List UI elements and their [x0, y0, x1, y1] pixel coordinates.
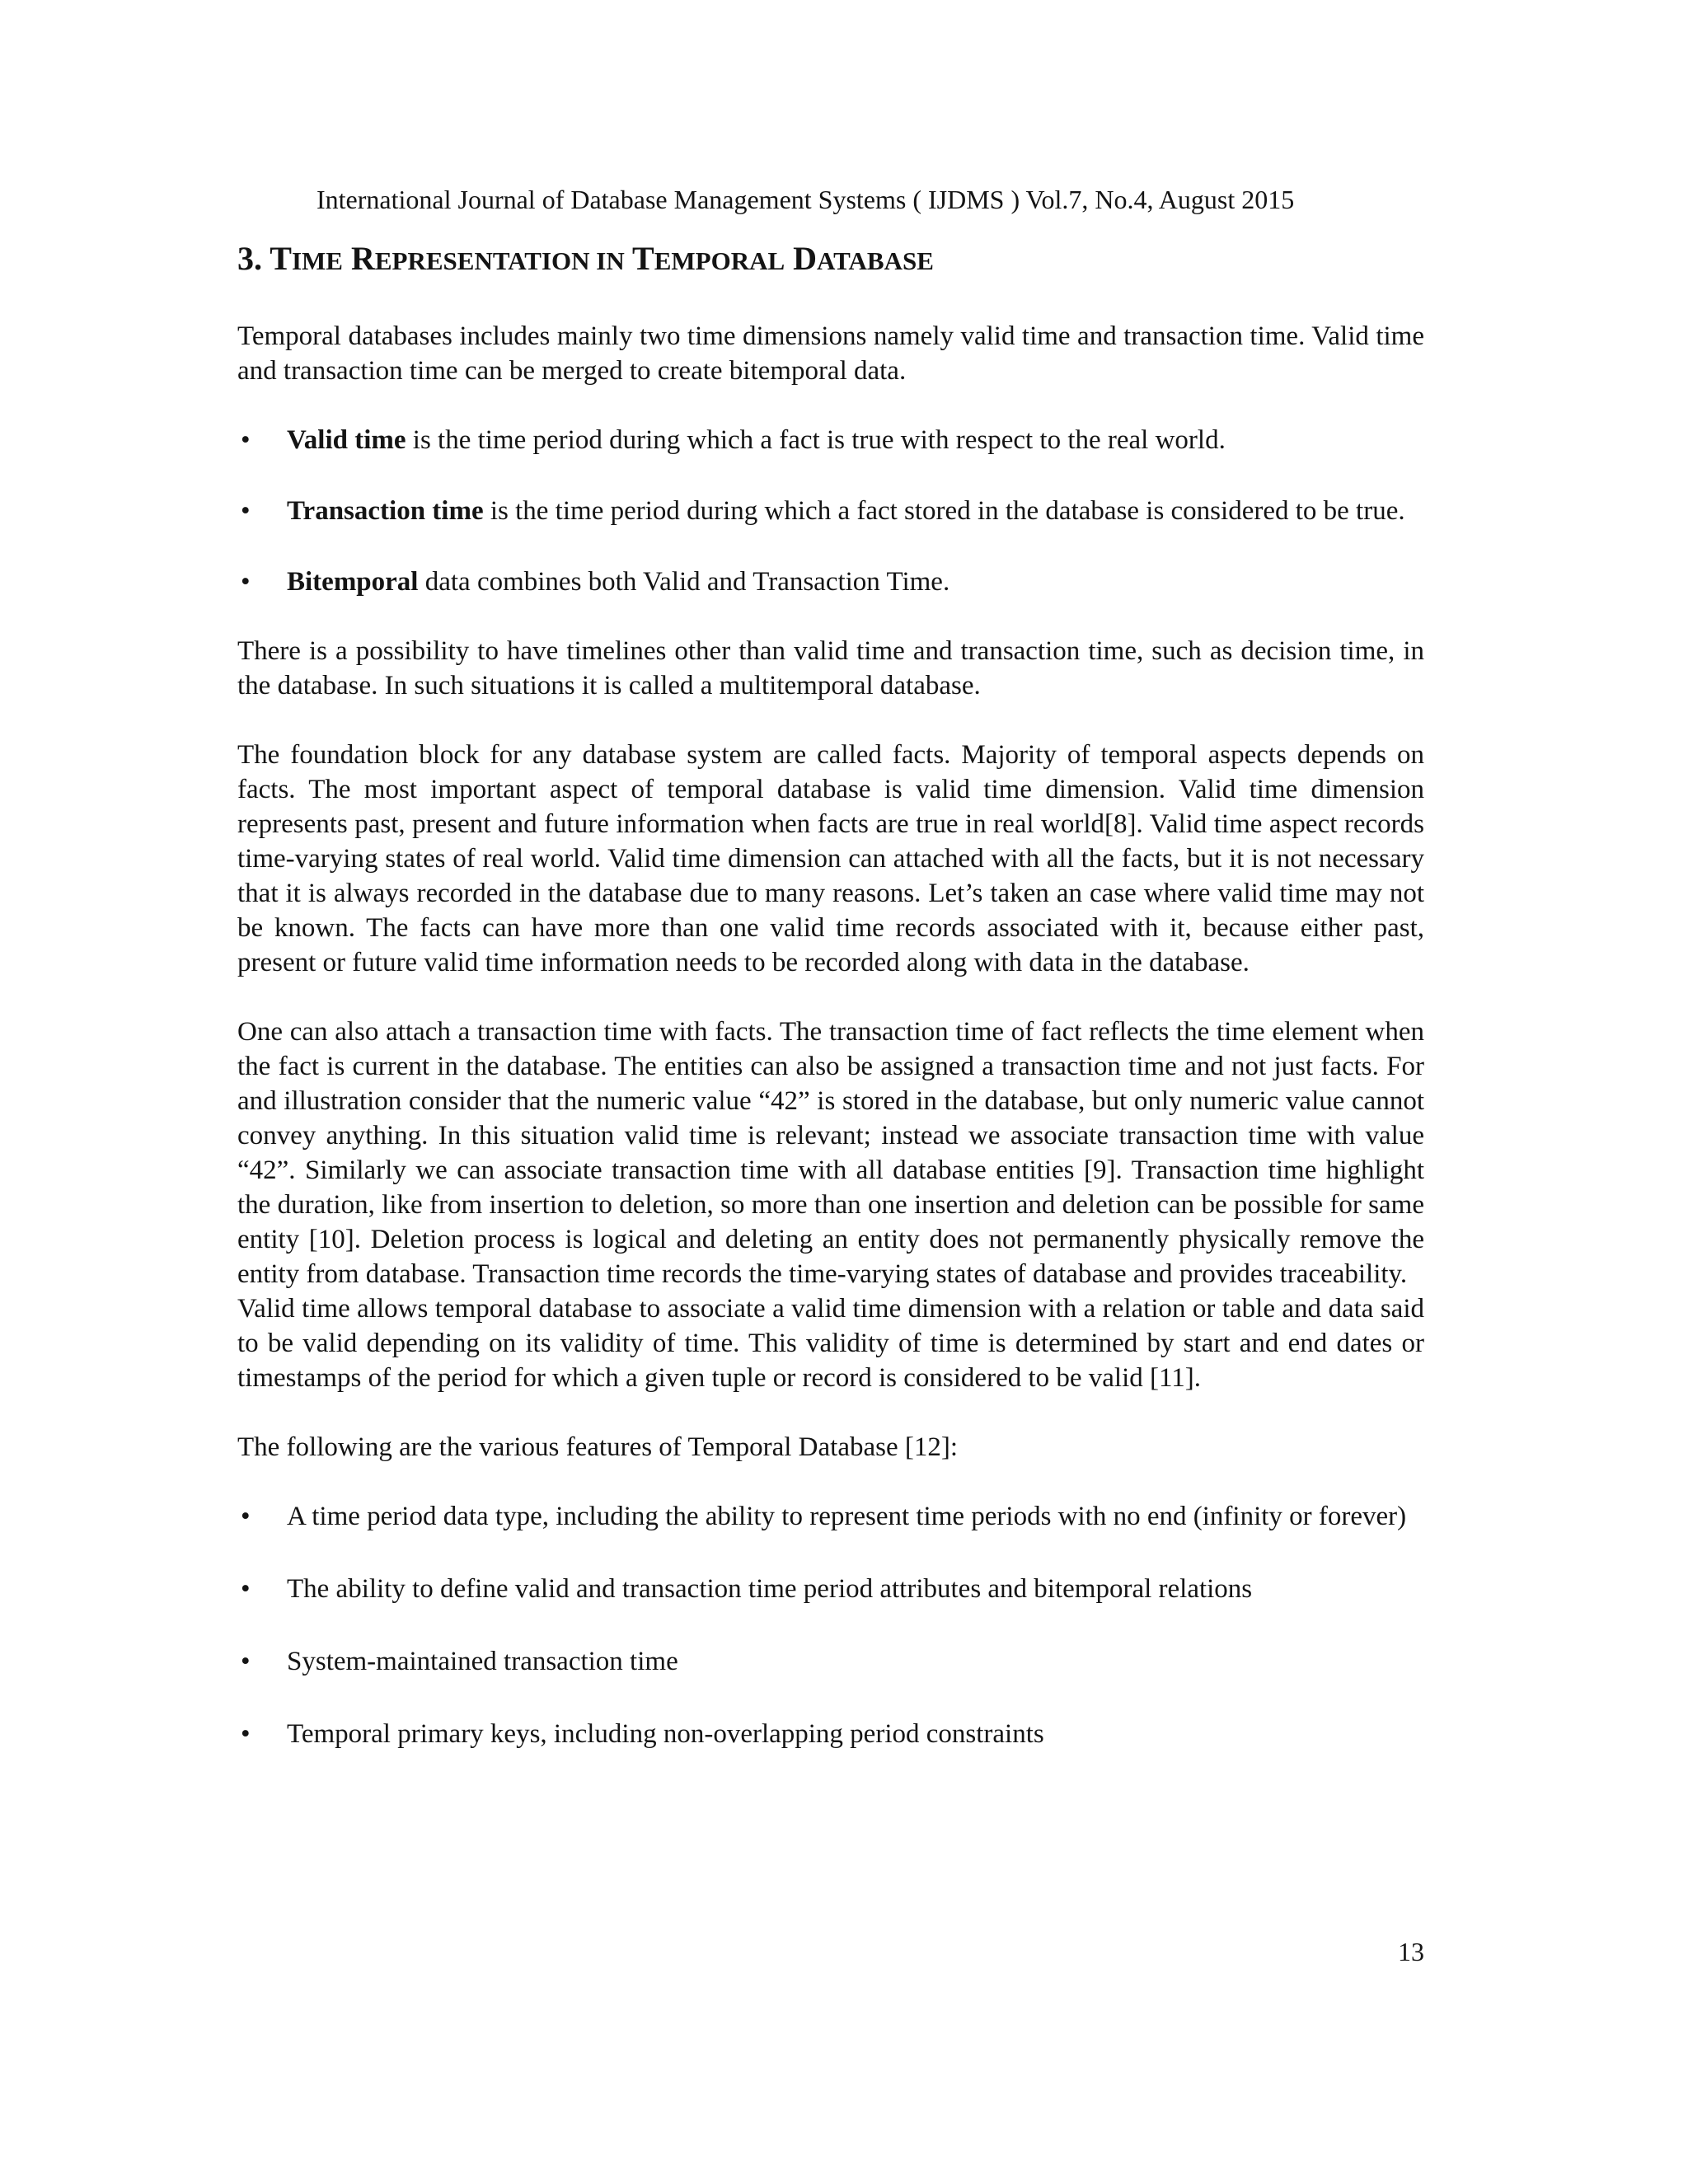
- body-paragraph: The following are the various features of Temporal Database [12]:: [237, 1432, 959, 1462]
- section-title-word: TEMPORAL: [632, 240, 785, 277]
- body-paragraph: One can also attach a transaction time with facts. The transaction time of fact reflects the time element when the fact is current in the database. The entities can also be assigned a transaction time and not just facts. For and illustration consider that the numeric value “42” is stored in the database, but only numeric value cannot convey anything. In this situation valid time is relevant; instead we associate transaction time with value “42”. Similarly we can associate transaction time with all database entities [9]. Transaction time highlight the duration, like from insertion to deletion, so more than one insertion and deletion can be possible for same entity [10]. Deletion process is logical and deleting an entity does not permanently physically remove the entity from database. Transaction time records the time-varying states of database and provides traceability.: [237, 1017, 1424, 1289]
- page-content: [237, 237, 1424, 1786]
- feature-text: The ability to define valid and transaction time period attributes and bitemporal relations: [287, 1574, 1253, 1604]
- bullet-icon: •: [241, 496, 251, 526]
- definition-text: is the time period during which a fact stored in the database is considered to be true.: [483, 496, 1405, 526]
- definition-text: data combines both Valid and Transaction Time.: [418, 567, 950, 597]
- bullet-icon: •: [241, 1502, 251, 1531]
- bullet-icon: •: [241, 1647, 251, 1676]
- definition-item: [237, 565, 1424, 599]
- feature-list: [237, 1499, 1424, 1751]
- feature-item: [237, 1572, 1424, 1606]
- intro-paragraph: Temporal databases includes mainly two time dimensions namely valid time and transaction time. Valid time and transaction time can be merged to create bitemporal data.: [237, 321, 1424, 386]
- bullet-icon: •: [241, 1574, 251, 1604]
- definition-list: [237, 423, 1424, 599]
- body-paragraph: There is a possibility to have timelines other than valid time and transaction time, such as decision time, in the database. In such situations it is called a multitemporal database.: [237, 636, 1424, 701]
- body-paragraph: The foundation block for any database system are called facts. Majority of temporal aspects depends on facts. The most important aspect of temporal database is valid time dimension. Valid time dimension represents past, present and future information when facts are true in real world[8]. Valid time aspect records time-varying states of real world. Valid time dimension can attached with all the facts, but it is not necessary that it is always recorded in the database due to many reasons. Let’s taken an case where valid time may not be known. The facts can have more than one valid time records associated with it, because either past, present or future valid time information needs to be recorded along with data in the database.: [237, 740, 1424, 977]
- section-title-word: DATABASE: [793, 240, 934, 277]
- definition-term: Valid time: [287, 425, 406, 455]
- definition-item: [237, 423, 1424, 457]
- feature-text: System-maintained transaction time: [287, 1647, 678, 1676]
- feature-item: [237, 1717, 1424, 1751]
- bullet-icon: •: [241, 567, 251, 597]
- bullet-icon: •: [241, 425, 251, 455]
- definition-term: Transaction time: [287, 496, 484, 526]
- definition-term: Bitemporal: [287, 567, 419, 597]
- bullet-icon: •: [241, 1719, 251, 1749]
- section-number: 3.: [237, 240, 262, 277]
- section-title-word: TIME: [270, 240, 343, 277]
- page-number: 13: [1398, 1937, 1424, 1966]
- feature-text: Temporal primary keys, including non-overlapping period constraints: [287, 1719, 1044, 1749]
- body-paragraph: Valid time allows temporal database to associate a valid time dimension with a relation or table and data said to be valid depending on its validity of time. This validity of time is determined by start and end dates or timestamps of the period for which a given tuple or record is considered to be valid [11].: [237, 1294, 1424, 1393]
- feature-text: A time period data type, including the ability to represent time periods with no end (infinity or forever): [287, 1502, 1407, 1531]
- section-title-word: REPRESENTATION IN: [350, 240, 625, 277]
- definition-item: [237, 494, 1424, 528]
- definition-text: is the time period during which a fact is true with respect to the real world.: [406, 425, 1226, 455]
- section-title: [237, 237, 1424, 283]
- feature-item: [237, 1644, 1424, 1679]
- feature-item: [237, 1499, 1424, 1534]
- running-header: International Journal of Database Management Systems ( IJDMS ) Vol.7, No.4, August 2015: [316, 185, 1295, 214]
